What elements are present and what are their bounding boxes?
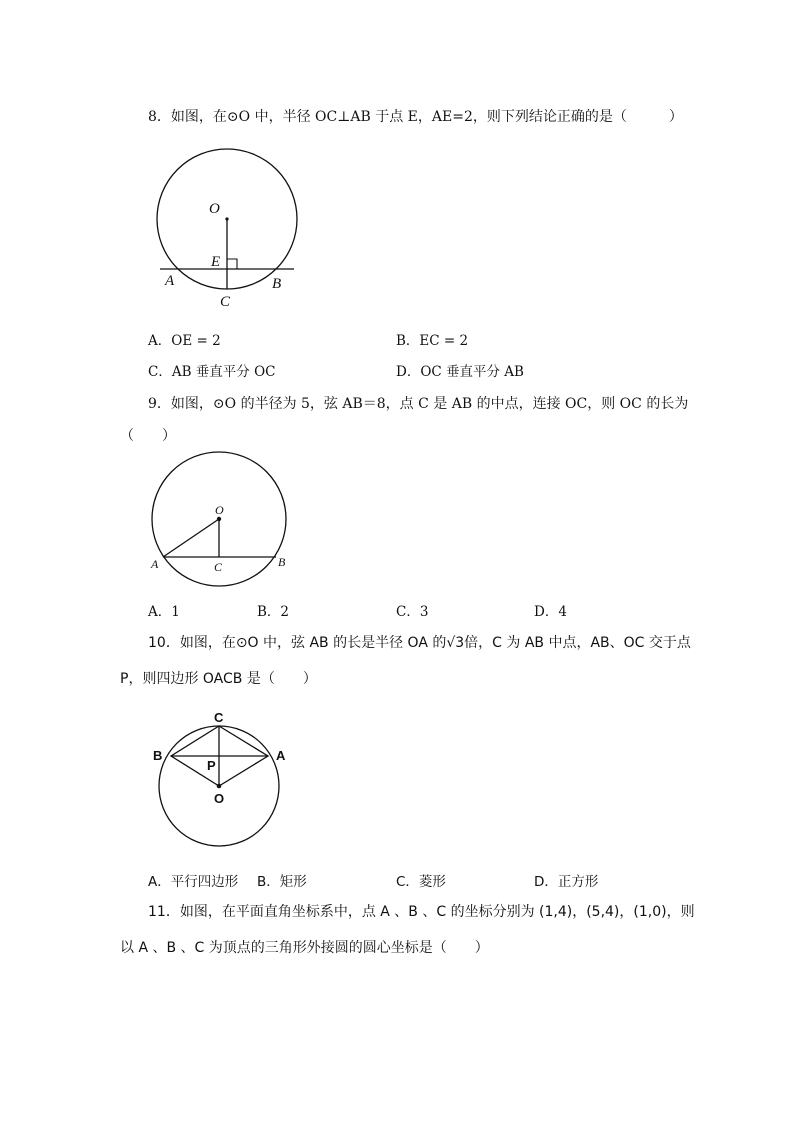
q10-label-b: B [153, 748, 163, 763]
q9-label-b: B [278, 555, 286, 569]
q8-option-a[interactable]: A．OE = 2 [148, 333, 221, 349]
q9-option-c[interactable]: C．3 [396, 604, 429, 620]
q9-label-a: A [151, 557, 159, 571]
q10-label-o: O [214, 791, 225, 806]
q10-stem-line1: 10．如图，在⊙O 中，弦 AB 的长是半径 OA 的√3倍，C 为 AB 中点，AB、OC 交于点 [148, 635, 691, 651]
q9-label-c: C [214, 560, 223, 574]
q8-option-b[interactable]: B．EC = 2 [396, 333, 469, 349]
q11-stem-line1: 11．如图，在平面直角坐标系中，点 A 、B 、C 的坐标分别为 (1,4)，(5,4)，(1,0)，则 [148, 904, 695, 920]
q10-option-b[interactable]: B．矩形 [257, 874, 307, 890]
q8-label-c: C [220, 294, 231, 310]
q9-label-o: O [215, 503, 224, 517]
q8-label-o: O [209, 201, 220, 217]
q9-option-b[interactable]: B．2 [257, 604, 290, 620]
q10-option-d[interactable]: D．正方形 [534, 874, 599, 890]
q8-label-a: A [165, 273, 175, 289]
q9-option-a[interactable]: A．1 [148, 604, 180, 620]
q9-option-d[interactable]: D．4 [534, 604, 567, 620]
q9-stem-line2: （ ） [120, 428, 176, 444]
q8-option-d[interactable]: D．OC 垂直平分 AB [396, 364, 524, 380]
q10-stem-line2: P，则四边形 OACB 是（ ） [120, 671, 317, 687]
q10-label-p: P [207, 758, 216, 773]
q11-stem-line2: 以 A 、B 、C 为顶点的三角形外接圆的圆心坐标是（ ） [120, 940, 489, 956]
q10-option-a[interactable]: A．平行四边形 [148, 874, 239, 890]
q8-stem: 8．如图，在⊙O 中，半径 OC⊥AB 于点 E，AE=2，则下列结论正确的是（ ） [148, 109, 683, 125]
q8-label-b: B [272, 276, 282, 292]
q10-option-c[interactable]: C．菱形 [396, 874, 446, 890]
q8-option-c[interactable]: C．AB 垂直平分 OC [148, 364, 276, 380]
q9-stem-line1: 9．如图，⊙O 的半径为 5，弦 AB＝8，点 C 是 AB 的中点，连接 OC，则 OC 的长为 [148, 396, 689, 412]
q8-label-e: E [211, 254, 221, 270]
q10-label-a: A [276, 748, 286, 763]
q10-label-c: C [214, 710, 224, 725]
